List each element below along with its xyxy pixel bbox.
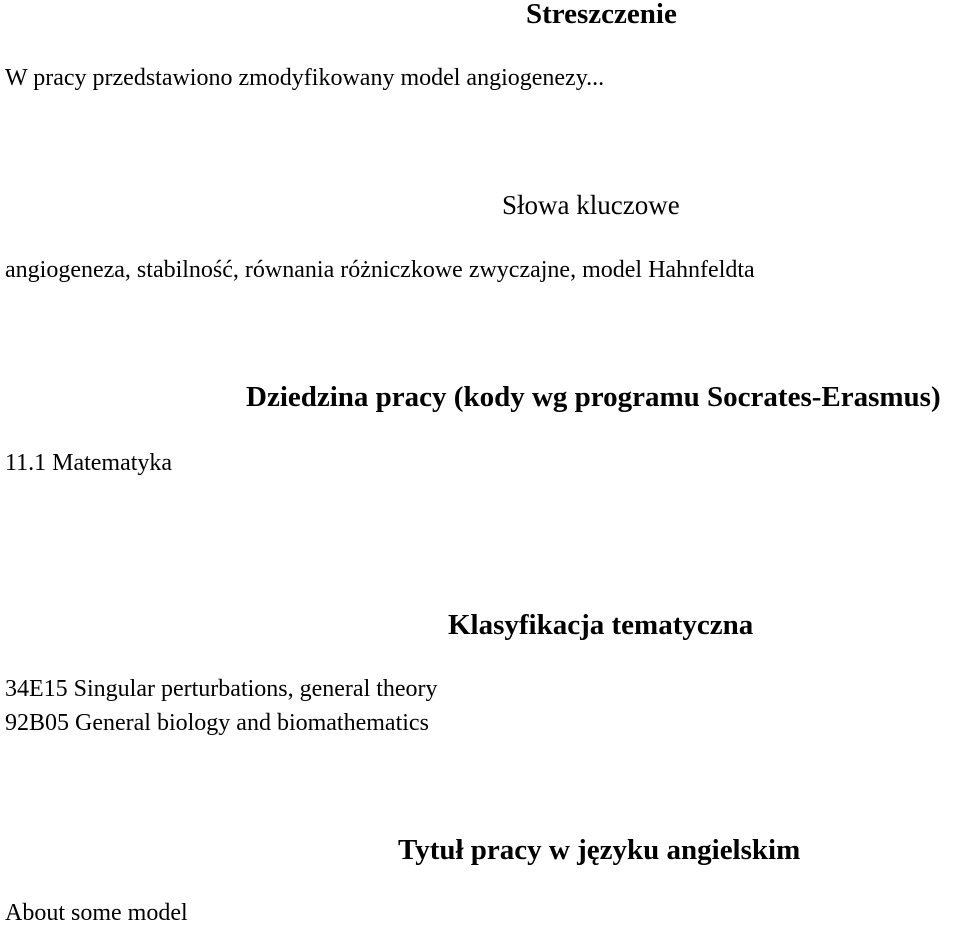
abstract-heading: Streszczenie (526, 0, 677, 30)
classification-item: 34E15 Singular perturbations, general theory (5, 676, 438, 702)
abstract-text: W pracy przedstawiono zmodyfikowany model angiogenezy... (5, 65, 605, 91)
keywords-text: angiogeneza, stabilność, równania różniczkowe zwyczajne, model Hahnfeldta (5, 257, 755, 283)
english-title-heading: Tytuł pracy w języku angielskim (398, 834, 801, 866)
classification-list (5, 672, 438, 740)
english-title-text: About some model (5, 900, 188, 926)
field-heading: Dziedzina pracy (kody wg programu Socrates-Erasmus) (246, 381, 941, 413)
classification-item: 92B05 General biology and biomathematics (5, 710, 429, 736)
keywords-heading: Słowa kluczowe (502, 190, 680, 220)
field-text: 11.1 Matematyka (5, 450, 173, 476)
classification-heading: Klasyfikacja tematyczna (448, 609, 754, 641)
